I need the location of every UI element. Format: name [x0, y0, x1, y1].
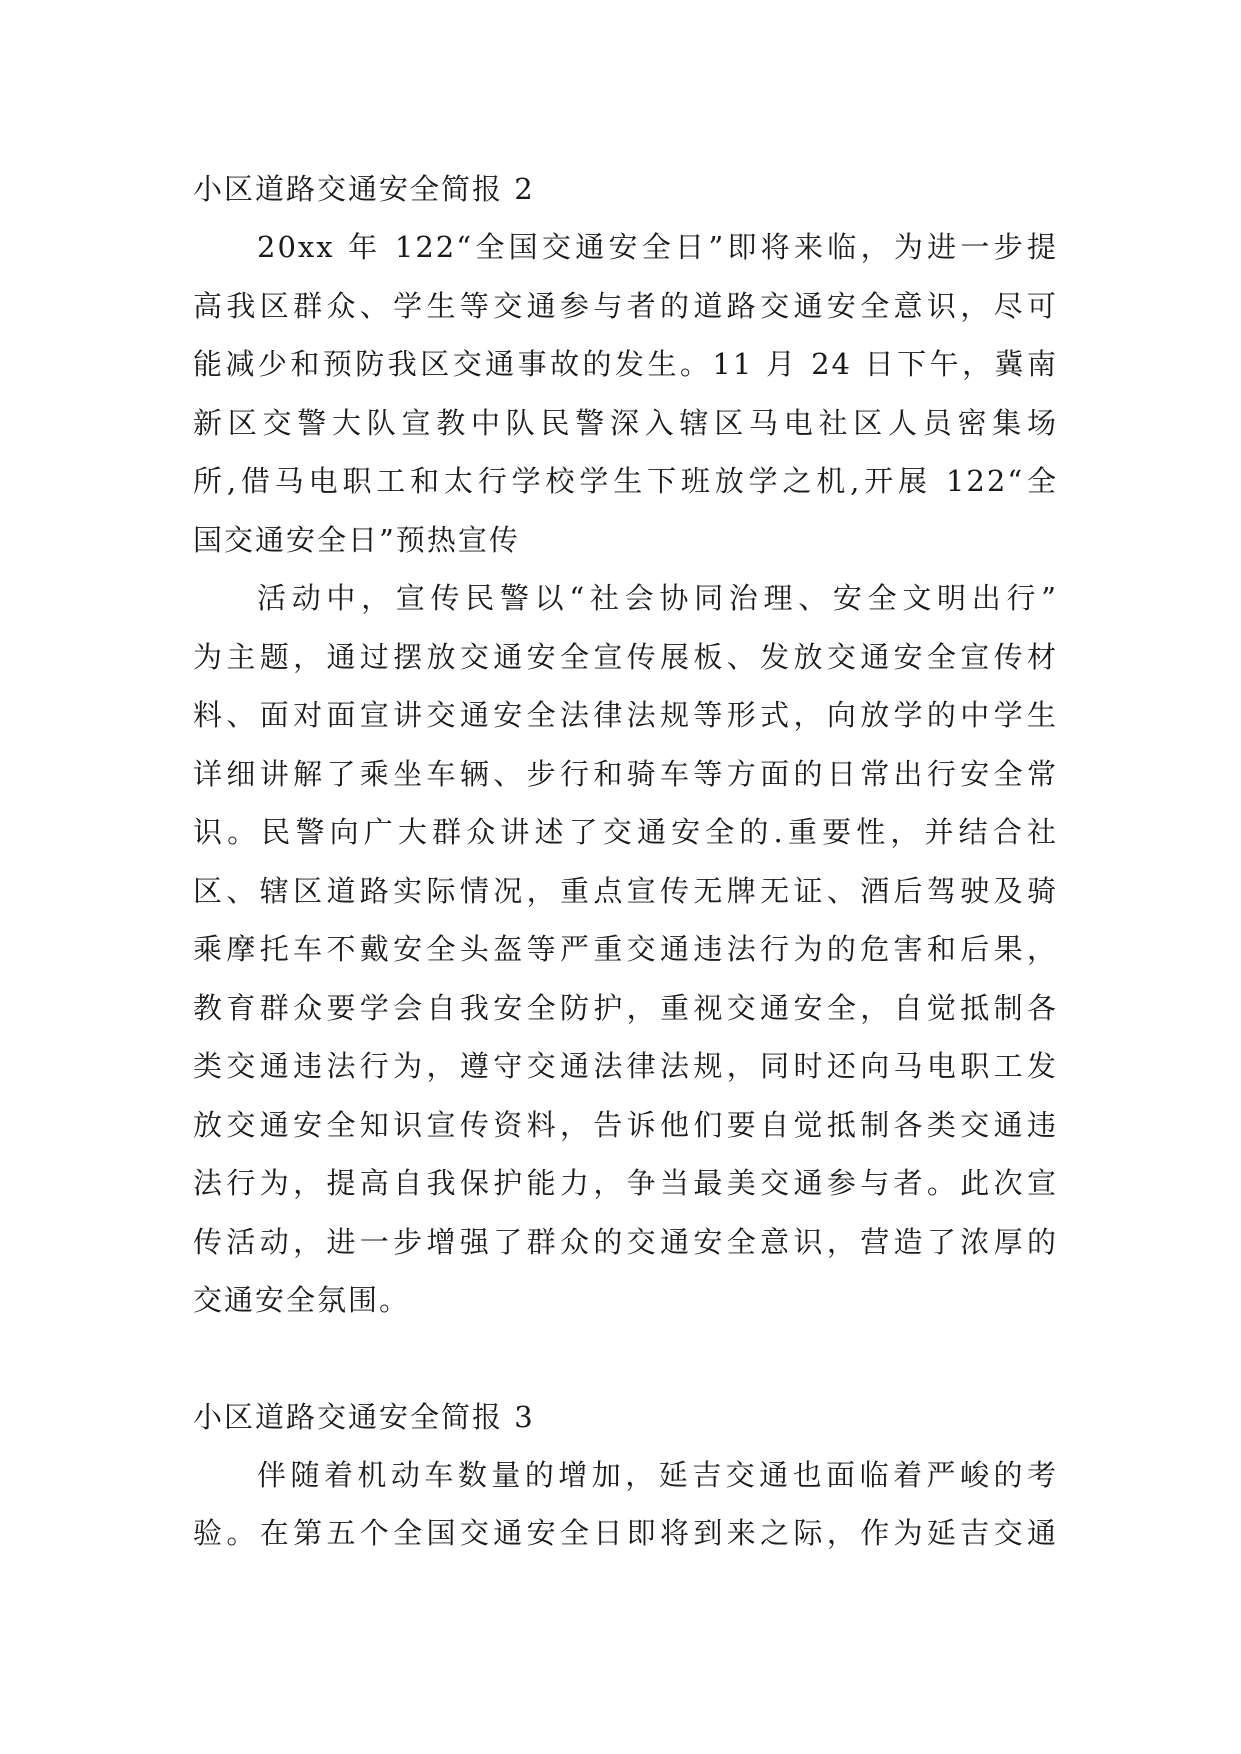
paragraph-line: 高我区群众、学生等交通参与者的道路交通安全意识，尽可	[193, 288, 1058, 323]
paragraph-line: 类交通违法行为，遵守交通法律法规，同时还向马电职工发	[193, 1049, 1058, 1083]
paragraph-line: 放交通安全知识宣传资料，告诉他们要自觉抵制各类交通违	[193, 1107, 1058, 1142]
paragraph	[193, 1446, 1058, 1563]
paragraph-line: 法行为，提高自我保护能力，争当最美交通参与者。此次宣	[193, 1166, 1058, 1200]
section-heading: 小区道路交通安全简报 3	[193, 1399, 535, 1434]
paragraph-line: 交通安全氛围。	[193, 1283, 411, 1317]
paragraph-line: 活动中，宣传民警以“社会协同治理、安全文明出行”	[257, 581, 1058, 615]
paragraph-line: 国交通安全日”预热宣传	[193, 522, 520, 557]
paragraph-line: 传活动，进一步增强了群众的交通安全意识，营造了浓厚的	[193, 1224, 1058, 1259]
paragraph-line: 所,借马电职工和太行学校学生下班放学之机,开展 122“全	[193, 464, 1058, 498]
paragraph-line: 教育群众要学会自我安全防护，重视交通安全，自觉抵制各	[193, 990, 1058, 1025]
paragraph-line: 20xx 年 122“全国交通安全日”即将来临，为进一步提	[257, 230, 1058, 264]
paragraph-line: 伴随着机动车数量的增加，延吉交通也面临着严峻的考	[257, 1457, 1058, 1492]
paragraph-line: 乘摩托车不戴安全头盔等严重交通违法行为的危害和后果，	[193, 932, 1058, 966]
paragraph-line: 为主题，通过摆放交通安全宣传展板、发放交通安全宣传材	[193, 639, 1058, 674]
section-heading: 小区道路交通安全简报 2	[193, 172, 535, 206]
paragraph-line: 能减少和预防我区交通事故的发生。11 月 24 日下午，冀南	[193, 347, 1058, 381]
paragraph-line: 新区交警大队宣教中队民警深入辖区马电社区人员密集场	[193, 405, 1058, 440]
document-body	[193, 160, 1058, 1563]
section-spacer	[193, 1330, 1058, 1388]
paragraph-line: 料、面对面宣讲交通安全法律法规等形式，向放学的中学生	[193, 698, 1058, 732]
paragraph	[193, 569, 1058, 1330]
paragraph-line: 验。在第五个全国交通安全日即将到来之际，作为延吉交通	[193, 1516, 1058, 1550]
paragraph-line: 识。民警向广大群众讲述了交通安全的.重要性，并结合社	[193, 815, 1058, 849]
paragraph-line: 区、辖区道路实际情况，重点宣传无牌无证、酒后驾驶及骑	[193, 873, 1058, 908]
paragraph	[193, 218, 1058, 569]
paragraph-line: 详细讲解了乘坐车辆、步行和骑车等方面的日常出行安全常	[193, 756, 1058, 791]
